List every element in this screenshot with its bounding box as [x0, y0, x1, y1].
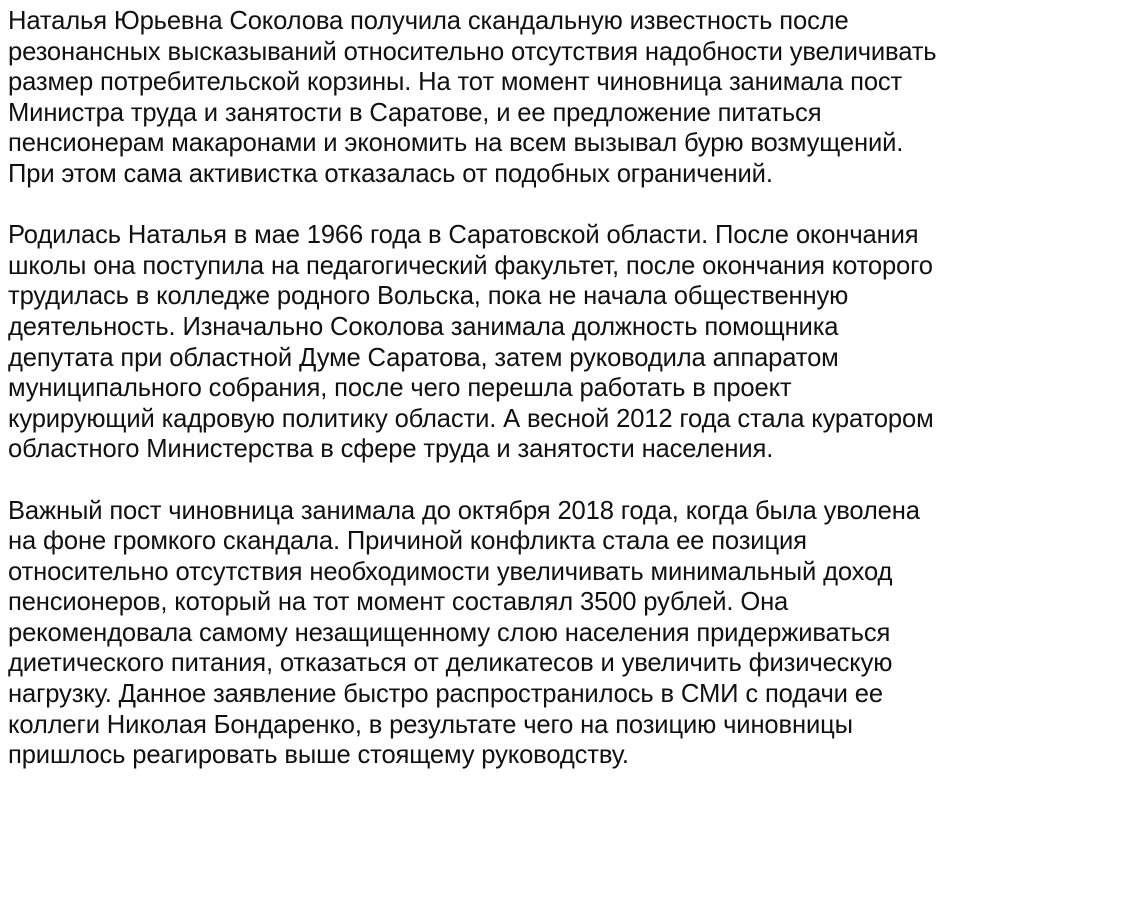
- paragraph-line: При этом сама активистка отказалась от подобных ограничений.: [8, 159, 773, 188]
- paragraph-line: рекомендовала самому незащищенному слою населения придерживаться: [8, 618, 891, 647]
- paragraph-line: муниципального собрания, после чего перешла работать в проект: [8, 374, 792, 403]
- paragraph-3: [8, 496, 1142, 771]
- paragraph-line: относительно отсутствия необходимости увеличивать минимальный доход: [8, 557, 893, 586]
- paragraph-line: пришлось реагировать выше стоящему руководству.: [8, 741, 629, 770]
- paragraph-line: курирующий кадровую политику области. А весной 2012 года стала куратором: [8, 404, 934, 433]
- paragraph-line: Важный пост чиновница занимала до октября 2018 года, когда была уволена: [8, 496, 920, 525]
- paragraph-line: на фоне громкого скандала. Причиной конфликта стала ее позиция: [8, 527, 807, 556]
- paragraph-line: резонансных высказываний относительно отсутствия надобности увеличивать: [8, 37, 937, 66]
- paragraph-line: диетического питания, отказаться от деликатесов и увеличить физическую: [8, 649, 893, 678]
- paragraph-line: депутата при областной Думе Саратова, затем руководила аппаратом: [8, 343, 839, 372]
- paragraph-line: деятельность. Изначально Соколова занимала должность помощника: [8, 312, 839, 341]
- paragraph-line: пенсионеров, который на тот момент составлял 3500 рублей. Она: [8, 588, 789, 617]
- paragraph-line: размер потребительской корзины. На тот момент чиновница занимала пост: [8, 68, 903, 97]
- paragraph-line: нагрузку. Данное заявление быстро распространилось в СМИ с подачи ее: [8, 680, 883, 709]
- paragraph-1: [8, 6, 1142, 190]
- paragraph-line: Наталья Юрьевна Соколова получила скандальную известность после: [8, 7, 849, 35]
- paragraph-line: пенсионерам макаронами и экономить на всем вызывал бурю возмущений.: [8, 129, 904, 158]
- paragraph-line: трудилась в колледже родного Вольска, пока не начала общественную: [8, 282, 849, 311]
- paragraph-line: Министра труда и занятости в Саратове, и ее предложение питаться: [8, 98, 822, 127]
- paragraph-line: Родилась Наталья в мае 1966 года в Саратовской области. После окончания: [8, 221, 919, 250]
- paragraph-line: областного Министерства в сфере труда и занятости населения.: [8, 435, 774, 464]
- paragraph-line: коллеги Николая Бондаренко, в результате чего на позицию чиновницы: [8, 710, 853, 739]
- paragraph-line: школы она поступила на педагогический факультет, после окончания которого: [8, 251, 933, 280]
- paragraph-2: [8, 220, 1142, 465]
